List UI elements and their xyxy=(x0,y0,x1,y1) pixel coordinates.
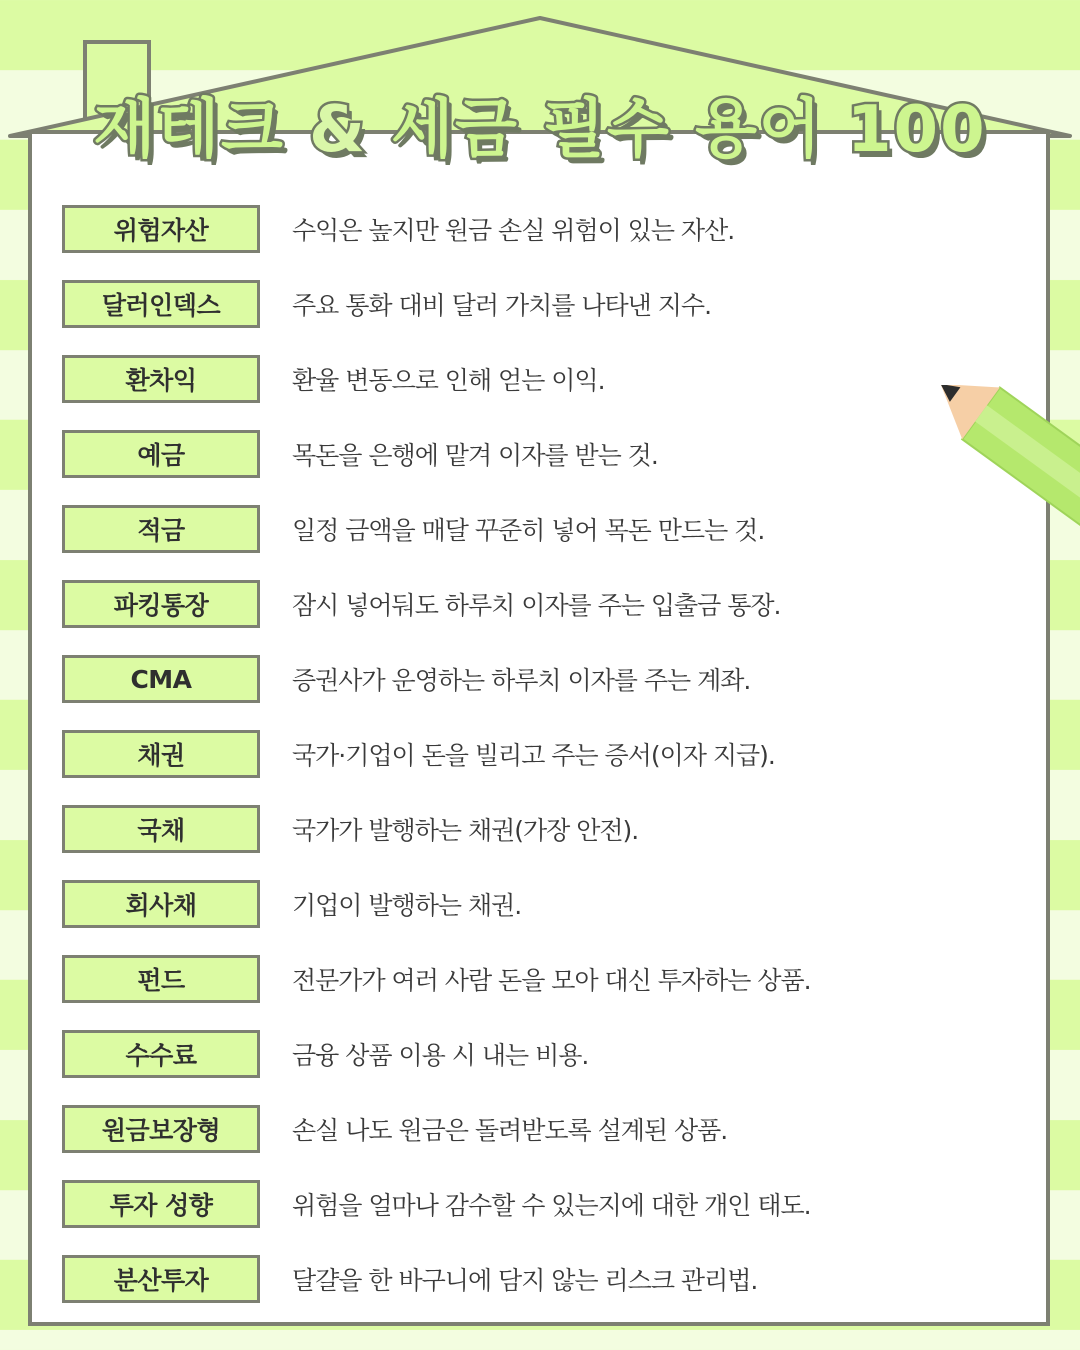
term-badge: 회사채 xyxy=(62,880,260,928)
term-badge: CMA xyxy=(62,655,260,703)
term-badge: 국채 xyxy=(62,805,260,853)
term-description: 기업이 발행하는 채권. xyxy=(292,891,522,920)
term-description: 손실 나도 원금은 돌려받도록 설계된 상품. xyxy=(292,1116,728,1145)
term-badge: 채권 xyxy=(62,730,260,778)
term-row xyxy=(62,205,1022,253)
term-row xyxy=(62,880,1022,928)
term-badge: 달러인덱스 xyxy=(62,280,260,328)
term-description: 국가·기업이 돈을 빌리고 주는 증서(이자 지급). xyxy=(292,741,775,770)
term-description: 증권사가 운영하는 하루치 이자를 주는 계좌. xyxy=(292,666,751,695)
term-description: 국가가 발행하는 채권(가장 안전). xyxy=(292,816,639,845)
term-badge: 파킹통장 xyxy=(62,580,260,628)
pencil-icon xyxy=(925,385,1080,595)
page-title xyxy=(0,78,1080,170)
term-badge: 위험자산 xyxy=(62,205,260,253)
term-row xyxy=(62,355,1022,403)
term-badge: 적금 xyxy=(62,505,260,553)
term-description: 금융 상품 이용 시 내는 비용. xyxy=(292,1041,589,1070)
term-row xyxy=(62,1030,1022,1078)
term-row xyxy=(62,580,1022,628)
term-row xyxy=(62,1255,1022,1303)
term-row xyxy=(62,280,1022,328)
term-row xyxy=(62,655,1022,703)
term-description: 환율 변동으로 인해 얻는 이익. xyxy=(292,366,605,395)
term-description: 위험을 얼마나 감수할 수 있는지에 대한 개인 태도. xyxy=(292,1191,811,1220)
title-part-1: 재테크 xyxy=(93,93,285,167)
term-description: 잠시 넣어둬도 하루치 이자를 주는 입출금 통장. xyxy=(292,591,781,620)
term-row xyxy=(62,805,1022,853)
term-badge: 분산투자 xyxy=(62,1255,260,1303)
term-row xyxy=(62,430,1022,478)
term-row xyxy=(62,1105,1022,1153)
term-description: 달걀을 한 바구니에 담지 않는 리스크 관리법. xyxy=(292,1266,758,1295)
term-row xyxy=(62,505,1022,553)
term-badge: 예금 xyxy=(62,430,260,478)
term-description: 일정 금액을 매달 꾸준히 넣어 목돈 만드는 것. xyxy=(292,516,765,545)
term-row xyxy=(62,730,1022,778)
term-badge: 펀드 xyxy=(62,955,260,1003)
term-badge: 수수료 xyxy=(62,1030,260,1078)
term-badge: 원금보장형 xyxy=(62,1105,260,1153)
term-description: 전문가가 여러 사람 돈을 모아 대신 투자하는 상품. xyxy=(292,966,811,995)
title-part-2: 세금 필수 용어 100 xyxy=(391,93,987,167)
title-ampersand: & xyxy=(309,93,367,167)
term-row xyxy=(62,1180,1022,1228)
term-description: 목돈을 은행에 맡겨 이자를 받는 것. xyxy=(292,441,658,470)
term-description: 수익은 높지만 원금 손실 위험이 있는 자산. xyxy=(292,216,735,245)
term-badge: 환차익 xyxy=(62,355,260,403)
term-row xyxy=(62,955,1022,1003)
term-description: 주요 통화 대비 달러 가치를 나타낸 지수. xyxy=(292,291,712,320)
term-badge: 투자 성향 xyxy=(62,1180,260,1228)
